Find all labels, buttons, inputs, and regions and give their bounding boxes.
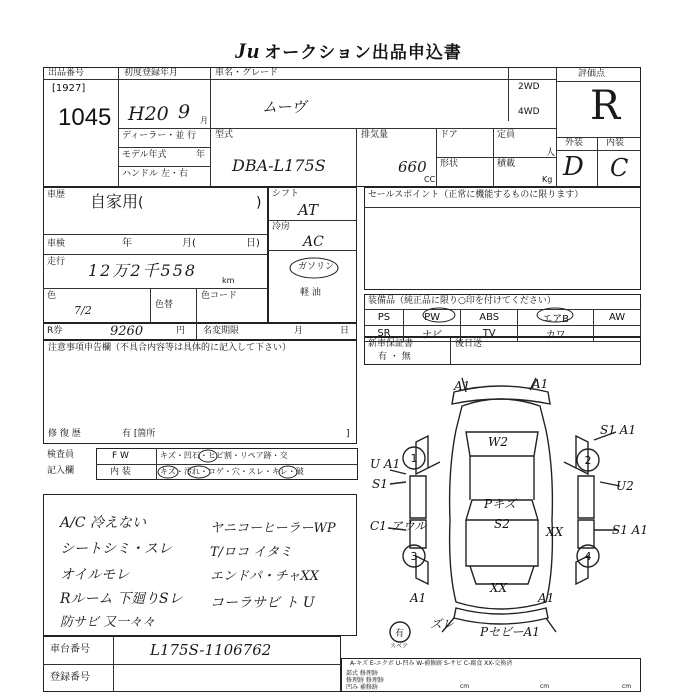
color-value: 7/2 (74, 304, 92, 317)
model-type-label: 型式 (215, 130, 234, 140)
form-title (235, 38, 462, 64)
color-label: 色 (47, 291, 57, 301)
displacement-label: 排気量 (361, 130, 389, 140)
fuel-diesel: 軽 油 (300, 288, 321, 298)
diag-top-left: A1 (454, 379, 471, 393)
lot-number: 1045 (58, 104, 112, 131)
notes-label: 注意事項申告欄（不具合内容等は具体的に記入して下さい） (48, 343, 292, 353)
equip-cover: カワ (518, 326, 594, 342)
load-unit: Kg (542, 175, 553, 184)
interior-value: C (610, 154, 629, 182)
capacity-unit: 人 (546, 148, 556, 158)
inspector-sublabel: 記入欄 (47, 466, 75, 476)
grade-label: 評価点 (578, 69, 606, 79)
diag-right-xx: XX (546, 525, 564, 539)
diag-right-1: S1 A1 (600, 423, 636, 437)
drive-2wd: 2WD (518, 82, 540, 92)
remark-left-1: A/C 冷えない (60, 515, 146, 531)
chassis-label: 車台番号 (50, 644, 90, 655)
diag-left-2: S1 (372, 477, 388, 491)
legend-cm-1: cm (460, 683, 470, 690)
displacement-value: 660 (398, 158, 427, 176)
car-damage-diagram (370, 370, 670, 650)
registration-label: 初度登録年月 (124, 68, 179, 78)
remark-left-4: Rルーム 下廻りSレ (60, 591, 183, 607)
inspection-year: 年 (122, 238, 132, 249)
legend-line-4: 凹み 補修跡 (346, 684, 378, 691)
model-type-value: DBA-L175S (232, 156, 326, 175)
diag-bottom-left: A1 (410, 591, 427, 605)
wheel-2: 2 (584, 454, 592, 467)
registration-month-unit: 月 (200, 116, 208, 125)
diag-bottom-right: A1 (538, 591, 555, 605)
equipment-label: 装備品（純正品に限り○印を付けてください） (368, 296, 556, 306)
fuel-circle-mark (288, 256, 340, 280)
dealer-label: ディーラー・並 行 (122, 131, 197, 141)
legend-cm-2: cm (540, 683, 550, 690)
form-title-text: オークション出品申込書 (264, 43, 462, 63)
drive-4wd: 4WD (518, 107, 540, 117)
wheel-4: 4 (584, 550, 592, 563)
remark-left-5: 防サビ 又一々々 (60, 615, 156, 630)
equip-abs: ABS (461, 310, 518, 326)
color-code-label: 色コード (201, 291, 238, 301)
lot-label: 出品番号 (48, 68, 85, 78)
diag-top-right: A1 (532, 377, 549, 391)
history-close-paren: ) (256, 195, 262, 211)
inspector-label: 検査員 (47, 450, 75, 460)
displacement-unit: CC (424, 175, 436, 184)
car-name-value: ムーヴ (262, 98, 307, 116)
capacity-label: 定員 (497, 130, 516, 140)
diag-trunk: XX (490, 581, 508, 595)
mileage-unit: km (222, 276, 235, 285)
diag-right-3: S1 A1 (612, 523, 648, 537)
recycle-value: 9260 (110, 324, 144, 339)
recycle-label: R券 (47, 326, 63, 336)
diag-hood: Pキズ (484, 497, 516, 511)
remark-right-4: コーラサビ ト U (210, 595, 315, 611)
warranty-options: 有 ・ 無 (378, 352, 411, 362)
warranty-after: 後日送 (455, 339, 483, 349)
interior-insp-label: 内 装 (110, 467, 131, 477)
repair-close: ] (346, 429, 350, 439)
equip-sr: SR (365, 326, 404, 342)
inspection-label: 車検 (47, 239, 66, 249)
equip-aw: AW (594, 310, 641, 326)
diag-hood-2: S2 (494, 517, 510, 531)
remark-right-3: エンドパ・チャXX (210, 569, 319, 584)
diag-left-3: C1 アウル (370, 519, 427, 533)
transfer-day: 日 (340, 326, 350, 336)
selling-point-section (364, 187, 641, 290)
fw-items: キズ・凹石・ヒビ割・リペア跡・交 (160, 451, 288, 460)
repair-value: 有 [箇所 (122, 429, 156, 439)
spare-label: スペア (390, 643, 409, 650)
spare-value: 有 (395, 629, 405, 639)
ju-logo: Ju (235, 38, 261, 63)
history-open-paren: ( (138, 195, 144, 211)
legend-line-3: 修理跡 修理跡 (346, 677, 384, 684)
transfer-month: 月 (294, 326, 304, 336)
recycle-unit: 円 (176, 326, 186, 336)
plate-label: 登録番号 (50, 672, 90, 683)
car-name-label: 車名・グレード (215, 68, 279, 78)
legend-cm-3: cm (622, 683, 632, 690)
fuel-gasoline: ガソリン (298, 262, 335, 272)
wheel-1: 1 (410, 452, 418, 465)
inspection-month: 月( (182, 238, 196, 249)
history-label: 車歴 (47, 190, 66, 200)
exterior-value: D (563, 152, 584, 182)
registration-month: 9 (178, 101, 191, 123)
shape-label: 形状 (440, 159, 459, 169)
equip-navi: ナビ (403, 326, 460, 342)
inspector-circles (156, 448, 356, 482)
diag-roof: W2 (488, 435, 508, 449)
diag-left-1: U A1 (370, 457, 401, 471)
warranty-label: 新車保証書 (368, 339, 414, 349)
aircon-label: 冷房 (272, 222, 291, 232)
wheel-3: 3 (410, 550, 418, 563)
equip-tv: TV (461, 326, 518, 342)
mileage-label: 走行 (47, 257, 66, 267)
model-year-unit: 年 (196, 150, 206, 160)
aircon-value: AC (303, 234, 324, 250)
grade-value: R (590, 83, 621, 129)
diag-right-2: U2 (616, 479, 634, 493)
exterior-label: 外装 (565, 138, 584, 148)
equipment-circles (418, 307, 588, 323)
handle-label: ハンドル 左・右 (122, 169, 188, 179)
interior-insp-items: キズ・汚れ・コゲ・穴・スレ・キレ・破 (160, 467, 304, 476)
remark-left-2: シートシミ・スレ (60, 541, 172, 557)
inspection-day: 日) (246, 238, 260, 249)
registration-era-year: H20 (128, 103, 169, 125)
load-label: 積載 (497, 159, 516, 169)
legend-line-2: 部式 修理跡 (346, 670, 378, 677)
remark-right-2: T/ロコ イタミ (210, 545, 293, 560)
color-change-label: 色替 (155, 300, 174, 310)
shift-value: AT (298, 201, 319, 219)
history-value: 自家用 (90, 192, 139, 211)
model-year-label: モデル年式 (122, 150, 167, 160)
diag-bottom-note-2: PセビーA1 (480, 625, 540, 639)
remark-left-3: オイルモレ (60, 567, 130, 583)
transfer-label: 名変期限 (203, 326, 240, 336)
chassis-value: L175S-1106762 (150, 641, 272, 659)
equip-ps: PS (365, 310, 404, 326)
legend-line-1: A-キズ E-エクボ U-凹み W-補修跡 S-サビ C-腐食 XX-交換済 (350, 660, 513, 667)
repair-label: 修 復 歴 (48, 429, 81, 439)
mileage-value: 12万2千558 (88, 261, 198, 280)
equip-airbag: エアB (518, 310, 594, 326)
doors-label: ドア (440, 130, 458, 140)
fw-label: F W (112, 451, 129, 461)
diag-bottom-note-1: ズレ (430, 617, 455, 631)
notes-section (43, 340, 357, 444)
shift-label: シフト (272, 189, 300, 199)
selling-point-label: セールスポイント（正常に機能するものに限ります） (368, 190, 584, 200)
recycle-row (43, 323, 357, 340)
remark-right-1: ヤニコーヒーラーWP (210, 521, 336, 536)
interior-label: 内装 (606, 138, 625, 148)
lot-sub-number: [1927] (52, 83, 86, 94)
equip-pw: PW (403, 310, 460, 326)
